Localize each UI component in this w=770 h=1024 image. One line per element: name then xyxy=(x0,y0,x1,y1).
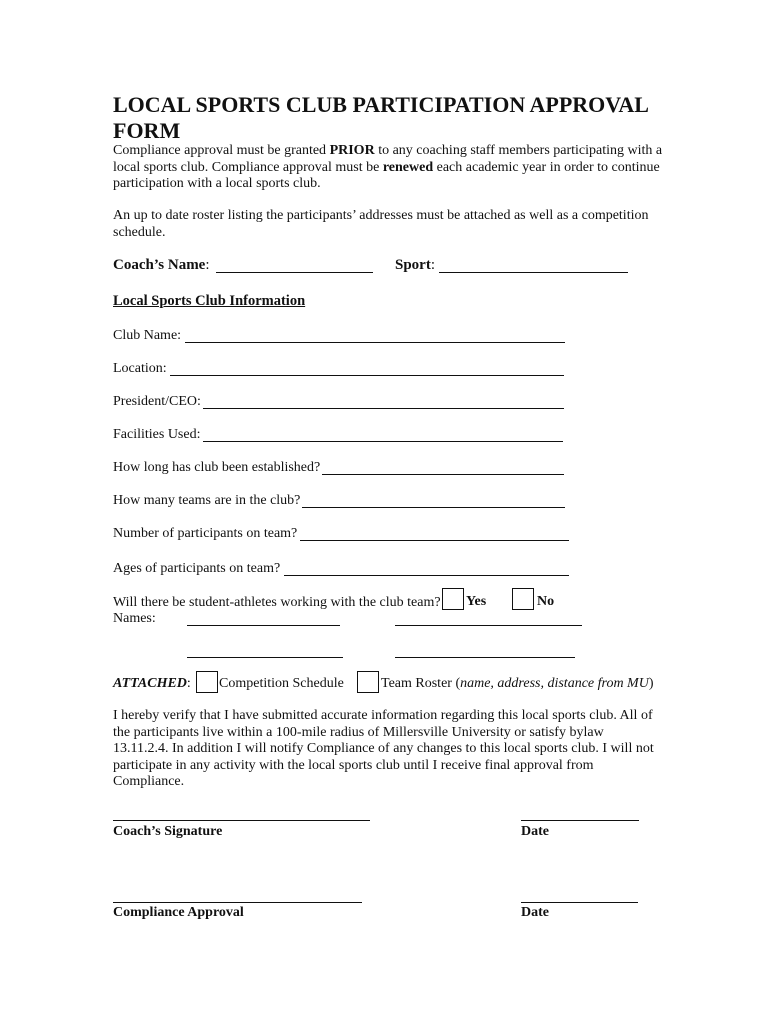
compliance-approval-label: Compliance Approval xyxy=(113,905,244,920)
coach-name-field[interactable] xyxy=(216,272,373,273)
verification-paragraph: I hereby verify that I have submitted accurate information regarding this local sports club. All of the participants live within a 100-mile radius of Millersville University or satisfy bylaw 13.11.2.4. In addition I will notify Compliance of any changes to this local sports club. I will not participate in any activity with the local sports club until I receive final approval from Compliance. xyxy=(113,708,654,789)
facilities-label: Facilities Used: xyxy=(113,427,201,442)
intro-text-2: to any coaching staff members participating with a local sports club. Compliance approval must be xyxy=(113,143,663,175)
sport-field[interactable] xyxy=(439,272,628,273)
president-label: President/CEO: xyxy=(113,394,201,409)
coach-date-label: Date xyxy=(521,824,549,839)
team-roster-checkbox[interactable] xyxy=(357,671,379,693)
name-field-4[interactable] xyxy=(395,657,575,658)
intro-paragraph xyxy=(113,143,673,193)
president-field[interactable] xyxy=(203,408,564,409)
yes-label: Yes xyxy=(466,594,487,609)
participants-label: Number of participants on team? xyxy=(113,526,298,541)
no-label: No xyxy=(537,594,555,609)
teams-field[interactable] xyxy=(302,507,565,508)
form-title: LOCAL SPORTS CLUB PARTICIPATION APPROVAL FORM xyxy=(113,92,648,143)
compliance-approval-field[interactable] xyxy=(113,902,362,903)
teams-label: How many teams are in the club? xyxy=(113,493,301,508)
name-field-1[interactable] xyxy=(187,625,340,626)
no-checkbox[interactable] xyxy=(512,588,534,610)
name-field-2[interactable] xyxy=(395,625,582,626)
section-heading: Local Sports Club Information xyxy=(113,293,306,309)
names-label: Names: xyxy=(113,611,156,626)
ages-label: Ages of participants on team? xyxy=(113,561,281,576)
location-field[interactable] xyxy=(170,375,564,376)
coach-signature-field[interactable] xyxy=(113,820,370,821)
coach-signature-label: Coach’s Signature xyxy=(113,824,223,839)
attached-label: ATTACHED: xyxy=(113,676,191,691)
established-label: How long has club been established? xyxy=(113,460,321,475)
competition-schedule-checkbox[interactable] xyxy=(196,671,218,693)
location-label: Location: xyxy=(113,361,167,376)
compliance-date-label: Date xyxy=(521,905,549,920)
yes-checkbox[interactable] xyxy=(442,588,464,610)
established-field[interactable] xyxy=(322,474,564,475)
club-name-field[interactable] xyxy=(185,342,565,343)
club-name-label: Club Name: xyxy=(113,328,182,343)
sport-label: Sport: xyxy=(395,257,436,273)
facilities-field[interactable] xyxy=(203,441,563,442)
coach-date-field[interactable] xyxy=(521,820,639,821)
compliance-date-field[interactable] xyxy=(521,902,638,903)
coach-name-label: Coach’s Name: xyxy=(113,257,210,273)
ages-field[interactable] xyxy=(284,575,569,576)
intro-prior: PRIOR xyxy=(329,143,375,158)
participants-field[interactable] xyxy=(300,540,569,541)
intro-renewed: renewed xyxy=(382,159,434,175)
competition-schedule-label: Competition Schedule xyxy=(219,676,344,691)
name-field-3[interactable] xyxy=(187,657,343,658)
intro-text-3: each academic year in order to continue participation with a local sports club. xyxy=(113,159,660,191)
student-athletes-question: Will there be student-athletes working with the club team? xyxy=(113,595,441,610)
team-roster-label: Team Roster (name, address, distance from MU) xyxy=(381,676,654,691)
intro-text-1: Compliance approval must be granted xyxy=(113,143,330,158)
roster-note: An up to date roster listing the participants’ addresses must be attached as well as a competition schedule. xyxy=(113,208,649,240)
